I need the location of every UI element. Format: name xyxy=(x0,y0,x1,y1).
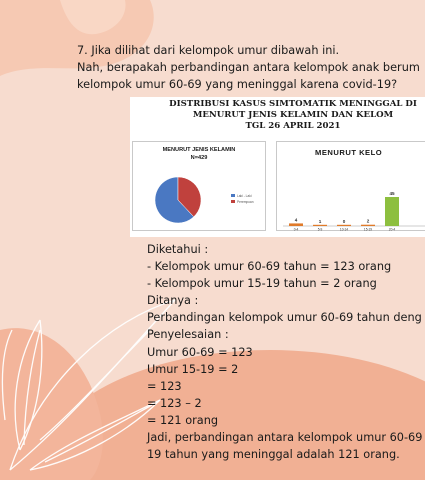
legend-swatch xyxy=(231,194,235,197)
pie-chart xyxy=(133,142,267,232)
bar-value-label: 2 xyxy=(366,218,370,224)
gender-pie-panel xyxy=(132,141,266,231)
solution-text xyxy=(147,241,425,463)
bar-category-label: 20-4 xyxy=(388,227,396,232)
bar-value-label: 1 xyxy=(318,218,322,224)
bar-chart xyxy=(277,142,425,232)
figure-title-line-2: MENURUT JENIS KELAMIN DAN KELOM xyxy=(192,110,394,120)
bar-category-label: 5-9 xyxy=(317,227,323,232)
text-line: = 121 orang xyxy=(147,413,219,427)
text-line: 19 tahun yang meninggal adalah 121 orang. xyxy=(147,448,400,462)
figure-title-line-1: DISTRIBUSI KASUS SIMTOMATIK MENINGGAL DI xyxy=(169,99,417,109)
question-text xyxy=(77,42,425,93)
text-line: - Kelompok umur 60-69 tahun = 123 orang xyxy=(147,260,392,274)
bar-20-4 xyxy=(385,197,399,226)
question-line-3: kelompok umur 60-69 yang meninggal karena covid-19? xyxy=(77,78,398,91)
question-line-2: Nah, berapakah perbandingan antara kelompok anak berum xyxy=(77,61,420,74)
bar-5-9 xyxy=(313,225,327,226)
bar-0-4 xyxy=(289,223,303,226)
bar-value-label: 0 xyxy=(342,218,346,224)
text-line: Ditanya : xyxy=(147,294,199,308)
bar-15-19 xyxy=(361,225,375,226)
text-line: = 123 – 2 xyxy=(147,396,202,410)
text-line: = 123 xyxy=(147,379,182,393)
legend-swatch xyxy=(231,200,235,203)
bar-category-label: 15-19 xyxy=(363,227,373,232)
text-line: Umur 60-69 = 123 xyxy=(147,345,253,359)
text-line: Penyelesaian : xyxy=(147,328,229,342)
bar-category-label: 10-14 xyxy=(339,227,349,232)
age-bar-panel xyxy=(276,141,425,231)
bar-value-label: 4 xyxy=(294,217,298,223)
legend-label: Perempuan xyxy=(237,200,254,204)
bar-10-14 xyxy=(337,225,351,226)
figure-title-line-3: TGL 26 APRIL 2021 xyxy=(245,121,341,131)
figure-title xyxy=(148,99,425,132)
text-line: Perbandingan kelompok umur 60-69 tahun deng xyxy=(147,311,422,325)
text-line: Diketahui : xyxy=(147,243,209,256)
text-line: - Kelompok umur 15-19 tahun = 2 orang xyxy=(147,277,377,291)
text-line: Jadi, perbandingan antara kelompok umur 60-69 xyxy=(147,431,423,445)
bar-panel-title: MENURUT KELO xyxy=(315,148,383,157)
pie-title: MENURUT JENIS KELAMIN xyxy=(162,147,236,153)
statistics-figure xyxy=(130,97,425,237)
legend-label: Laki - Laki xyxy=(237,194,252,198)
pie-subtitle: N=429 xyxy=(190,155,208,161)
bar-category-label: 0-4 xyxy=(293,227,299,232)
bar-value-label: 45 xyxy=(389,191,395,196)
question-line-1: 7. Jika dilihat dari kelompok umur dibawah ini. xyxy=(77,44,340,57)
text-line: Umur 15-19 = 2 xyxy=(147,362,239,376)
